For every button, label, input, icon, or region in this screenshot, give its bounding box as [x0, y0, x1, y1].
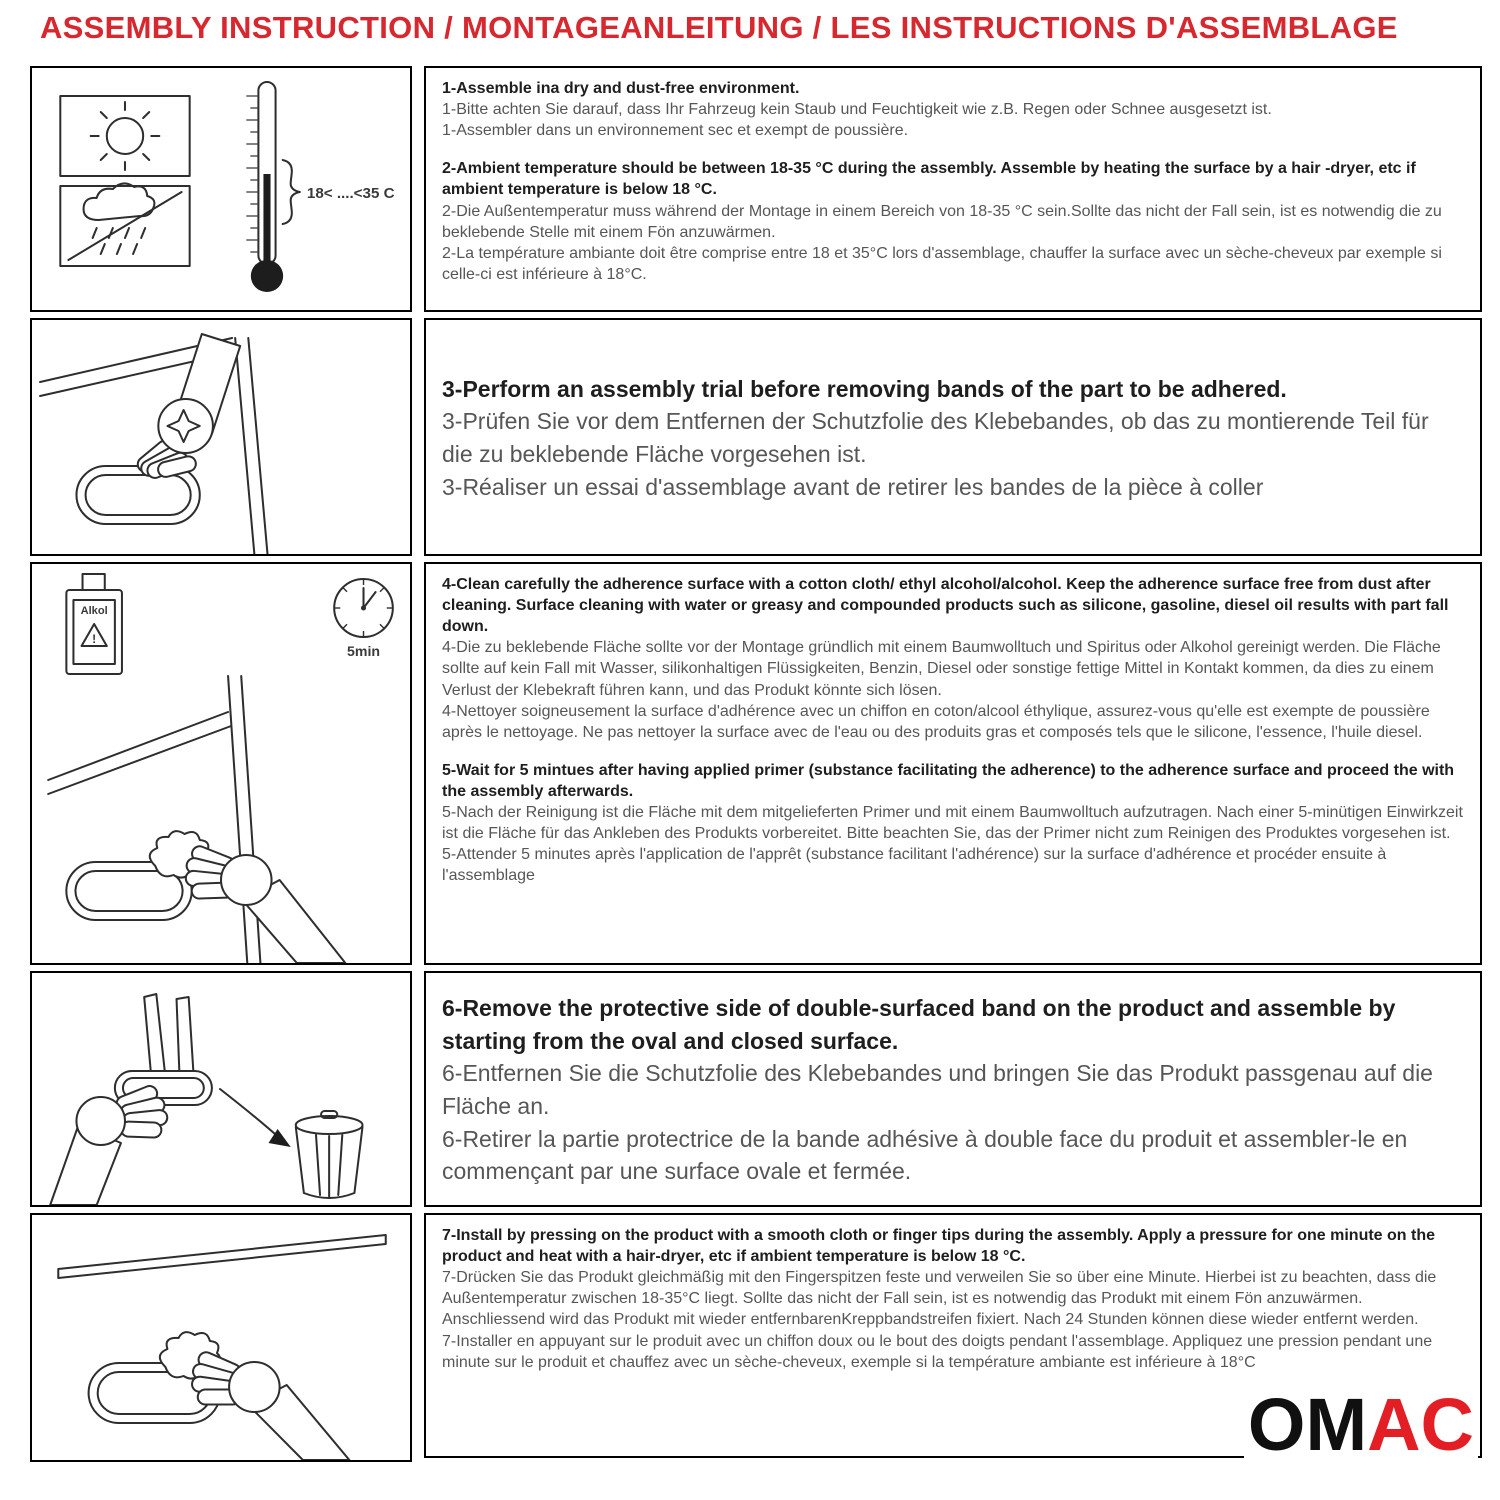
trim-part-icon — [76, 466, 199, 524]
clock-icon — [334, 579, 393, 659]
illustration-environment-temperature — [30, 66, 412, 312]
brace-glyph — [283, 160, 300, 224]
illustration-assembly-trial — [30, 318, 412, 556]
clock-duration-label: 5min — [347, 643, 381, 659]
page-title: ASSEMBLY INSTRUCTION / MONTAGEANLEITUNG / LES INSTRUCTIONS D'ASSEMBLAGE — [40, 10, 1398, 45]
instruction-de: 3-Prüfen Sie vor dem Entfernen der Schutzfolie des Klebebandes, ob das zu montierende Teil für die zu beklebende Fläche vorgesehen ist. — [442, 408, 1429, 467]
environment-temperature-illustration — [32, 68, 410, 310]
alcohol-bottle-icon — [66, 574, 122, 674]
car-trim-illustration — [58, 1235, 385, 1278]
instruction-de: 7-Drücken Sie das Produkt gleichmäßig mit den Fingerspitzen feste und verweilen Sie so über eine Minute. Hierbei ist zu beachten, dass die Außentemperatur zwischen 18-35°C liegt. Sollte das nicht der Fall sein, ist es notwendig das Produkt mit einem Fön anzuwärmen. Anschliessend wird das Produkt mit wieder entfernbarenKreppbandstreifen fixiert. Nach 24 Stunden können diese wieder entfernt werden. — [442, 1269, 1437, 1329]
instruction-en: 6-Remove the protective side of double-surfaced band on the product and assemble by starting from the oval and closed surface. — [442, 995, 1396, 1054]
arrow-icon — [220, 1089, 291, 1147]
press-install-illustration — [32, 1215, 410, 1460]
instruction-en: 5-Wait for 5 mintues after having applied primer (substance facilitating the adherence) to the adherence surface and proceed the with the assembly afterwards. — [442, 761, 1455, 800]
sun-icon — [60, 96, 189, 176]
hand-icon — [50, 1084, 168, 1205]
instruction-fr: 2-La température ambiante doit être comprise entre 18 et 35°C lors d'assemblage, chauffer la surface avec un sèche-cheveux par exemple si celle-ci est inférieure à 18°C. — [442, 244, 1442, 283]
adhesive-strips-icon — [144, 994, 194, 1077]
thermometer-icon — [246, 82, 394, 292]
instruction-fr: 3-Réaliser un essai d'assemblage avant de retirer les bandes de la pièce à coller — [442, 473, 1264, 500]
instruction-en: 1-Assemble ina dry and dust-free environment. — [442, 80, 800, 97]
illustration-press-install — [30, 1213, 412, 1462]
temperature-range-label: 18< ....<35 C — [306, 185, 395, 202]
hand-cleaning-icon — [150, 831, 346, 963]
omac-logo — [1244, 1383, 1478, 1466]
instruction-de: 6-Entfernen Sie die Schutzfolie des Klebebandes und bringen Sie das Produkt passgenau auf die Fläche an. — [442, 1060, 1433, 1119]
illustration-cleaning-primer — [30, 562, 412, 965]
instruction-fr: 4-Nettoyer soigneusement la surface d'adhérence avec un chiffon en coton/alcool éthylique, assurez-vous qu'elle est exempte de poussière après le nettoyage. Ne pas nettoyer la surface avec de l'eau ou des produits gras et composés tels que le silicone, l'essence, l'huile diesel. — [442, 702, 1430, 741]
bottle-label: Alkol — [80, 605, 108, 617]
instruction-en: 4-Clean carefully the adherence surface with a cotton cloth/ ethyl alcohol/alcohol. Keep the adherence surface free from dust after cleaning. Surface cleaning with water or greasy and compounded products such as silicone, gasoline, diesel oil results with part fall down. — [442, 576, 1449, 636]
instructions-step-6 — [424, 971, 1482, 1207]
instruction-en: 3-Perform an assembly trial before removing bands of the part to be adhered. — [442, 375, 1287, 402]
instructions-step-1-2 — [424, 66, 1482, 312]
instruction-de: 1-Bitte achten Sie darauf, dass Ihr Fahrzeug kein Staub und Feuchtigkeit wie z.B. Regen oder Schnee ausgesetzt ist. — [442, 101, 1272, 119]
logo-text-red: AC — [1367, 1383, 1474, 1466]
instruction-fr: 7-Installer en appuyant sur le produit avec un chiffon doux ou le bout des doigts pendant l'assemblage. Appliquez une pression pendant une minute sur le produit et chauffez avec un sèche-cheveux, exemple si la température ambiante est inférieure à 18°C — [442, 1332, 1433, 1371]
instructions-step-3 — [424, 318, 1482, 556]
cleaning-primer-illustration — [32, 564, 410, 963]
instruction-fr: 1-Assembler dans un environnement sec et exempt de poussière. — [442, 122, 909, 140]
no-rain-icon — [60, 183, 189, 266]
band-removal-illustration — [32, 973, 410, 1205]
assembly-trial-illustration — [32, 320, 410, 554]
logo-text-black: OM — [1247, 1383, 1368, 1466]
warning-mark: ! — [92, 632, 97, 646]
instruction-en: 2-Ambient temperature should be between 18-35 °C during the assembly. Assemble by heating the surface by a hair -dryer, etc if ambient temperature is below 18 °C. — [442, 160, 1416, 199]
instruction-fr: 5-Attender 5 minutes après l'application de l'apprêt (substance facilitant l'adhérence) sur la surface d'adhérence et procéder ensuite à l'assemblage — [442, 846, 1387, 885]
instruction-fr: 6-Retirer la partie protectrice de la bande adhésive à double face du produit et assembler-le en commençant par une surface ovale et fermée. — [442, 1125, 1408, 1185]
instruction-de: 5-Nach der Reinigung ist die Fläche mit dem mitgelieferten Primer und mit einem Baumwolltuch aufzutragen. Nach einer 5-minütigen Einwirkzeit ist die Fläche für das Ankleben des Produkts vorbereitet. Bitte beachten Sie, das der Primer nicht zum Reinigen des Produktes vorgesehen ist. — [442, 804, 1463, 843]
instruction-de: 4-Die zu beklebende Fläche sollte vor der Montage gründlich mit einem Baumwolltuch und Spiritus oder Alkohol gereinigt werden. Die Fläche sollte auf kein Fall mit Wasser, silikonhaltigen Flüssigkeiten, Benzin, Diesel oder sonstige fettige Mittel in Kontakt kommen, da dies zu einem Verlust der Klebekraft führen kann, und das Produkt könnte sich lösen. — [442, 639, 1441, 699]
illustration-band-removal — [30, 971, 412, 1207]
hand-pressing-icon — [160, 1332, 350, 1460]
instruction-de: 2-Die Außentemperatur muss während der Montage in einem Bereich von 18-35 °C sein.Sollte das nicht der Fall sein, ist es notwendig die zu beklebende Stelle mit einem Fön anzuwärmen. — [442, 202, 1442, 241]
instructions-step-4-5 — [424, 562, 1482, 965]
trash-bin-icon — [296, 1111, 363, 1198]
instruction-en: 7-Install by pressing on the product with a smooth cloth or finger tips during the assembly. Apply a pressure for one minute on the product and heat with a hair-dryer, etc if ambient temperature is below 18 °C. — [442, 1227, 1435, 1266]
